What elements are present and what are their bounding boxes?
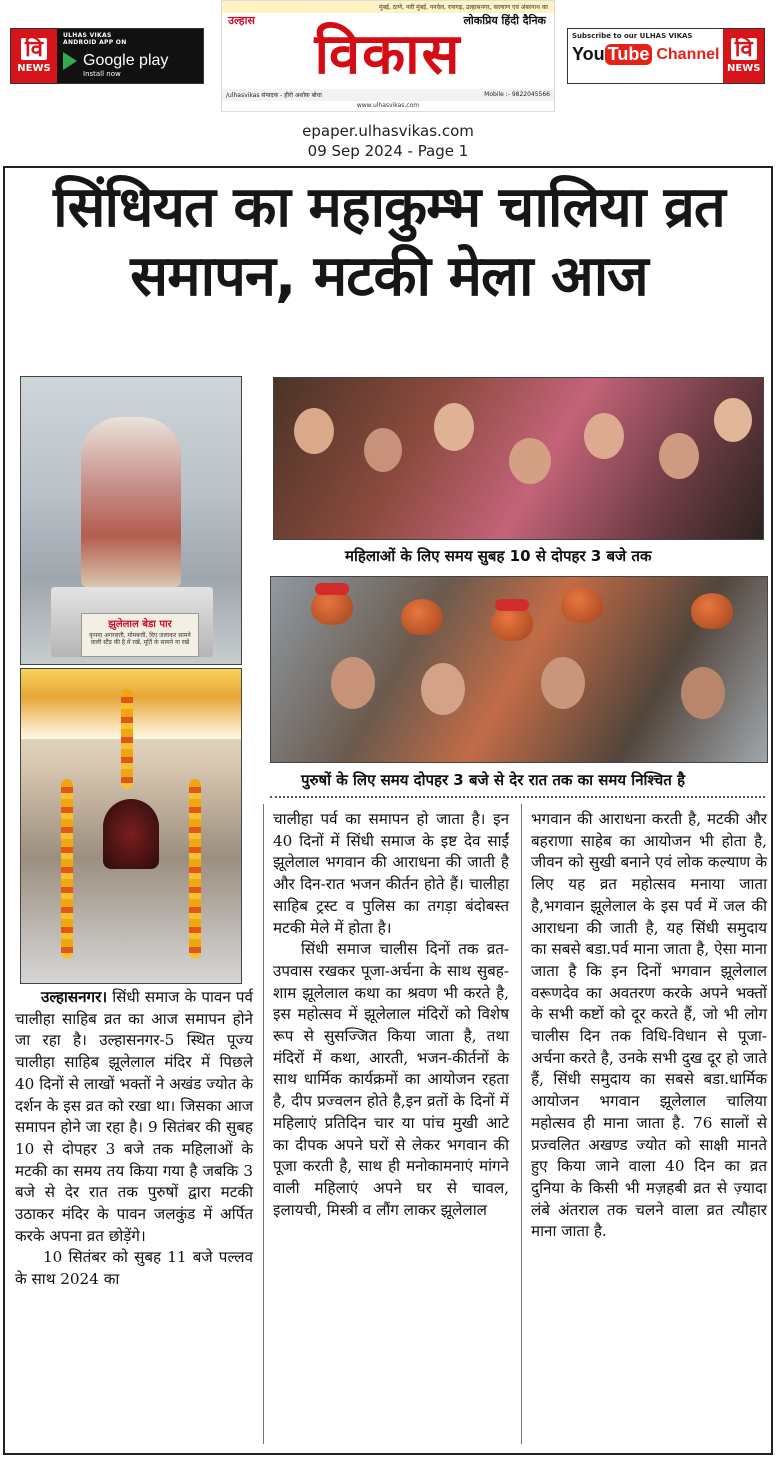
dateline: उल्हासनगर। <box>41 988 108 1006</box>
jhulelal-idol <box>81 417 181 587</box>
social-handle: /ulhasvikas संपादक - हीरो अशोक बोधा <box>226 92 322 99</box>
ulhas-vikas-news-logo-right: वि NEWS <box>723 29 764 83</box>
marigold-garland-top <box>121 689 133 789</box>
google-play-icon <box>63 52 77 70</box>
youtube-logo-row <box>572 44 719 65</box>
subscribe-text: Subscribe to our ULHAS VIKAS <box>572 32 693 40</box>
caption-women-timing: महिलाओं के लिए समय सुबह 10 से दोपहर 3 बजे तक <box>345 547 652 565</box>
face <box>659 433 699 479</box>
caption-divider <box>270 796 765 798</box>
article-paragraph: 10 सितंबर को सुबह 11 बजे पल्लव के साथ 2024 का <box>15 1248 253 1289</box>
matki-pot <box>401 599 443 635</box>
caption-men-timing: पुरुषों के लिए समय दोपहर 3 बजे से देर रात तक का समय निश्चित है <box>301 771 686 789</box>
install-text: Install now <box>83 70 121 78</box>
marigold-garland-right <box>189 779 201 959</box>
face <box>421 663 465 715</box>
masthead <box>0 0 776 118</box>
edition-meta <box>0 121 776 161</box>
youtube-channel-badge[interactable] <box>567 28 765 84</box>
altar-idol <box>103 799 159 869</box>
column-rule-1 <box>263 804 264 1444</box>
article-paragraph: भगवान की आराधना करती है, मटकी और बहराणा साहेब का आयोजन भी होता है, जीवन को सुखी बनाने एवं लोक कल्याण के लिए यह व्रत महोत्सव मनाया जाता है,भगवान झूलेलाल के इस पर्व में जल की आराधना की जाती है, यह सिंधी समुदाय का सबसे बडा.पर्व माना जाता है, ऐसा माना जाता है कि इन दिनों भगवान झूलेलाल वरूणदेव का अवतरण करके अपने भक्तों के सभी कष्टों को दूर करते हैं, जो भी लोग चालीस दिन तक विधि-विधान से पूजा-अर्चना करते है, उनके सभी दुख दूर हो जाते हैं, सिंधी समुदाय का सबसे बडा.धार्मिक आयोजन भगवान झूलेलाल चालिया महोत्सव ही माना जाता है. 76 सालों से प्रज्वलित अखण्ड ज्योत को साक्षी मानते हुए किया जाने वाला 40 दिन का व्रत दुनिया के किसी भी मज़हबी व्रत से ज़्यादा लंबे अंतराल तक चलने वाला व्रत त्यौहार माना जाता है. <box>531 810 767 1241</box>
newspaper-nameplate[interactable] <box>221 0 555 112</box>
nameplate-tagline: लोकप्रिय हिंदी दैनिक <box>463 14 546 27</box>
epaper-site[interactable]: epaper.ulhasvikas.com <box>302 122 474 140</box>
face <box>681 667 725 719</box>
youtube-block <box>568 29 723 83</box>
website-link[interactable]: www.ulhasvikas.com <box>356 102 420 109</box>
article-column-3 <box>531 809 767 1243</box>
shrine-sign-title: झुलेलाल बेडा पार <box>108 619 172 630</box>
women-devotees-photo <box>273 377 764 540</box>
store-row <box>63 52 197 70</box>
face <box>294 408 334 454</box>
article-frame <box>3 166 773 1455</box>
youtube-logo-you: You <box>572 44 605 64</box>
face <box>434 403 474 451</box>
matki-pot <box>691 593 733 629</box>
face <box>364 428 402 472</box>
article-headline: सिंधियत का महाकुम्भ चालिया व्रत समापन, मटकी मेला आज <box>53 175 725 309</box>
decorated-altar-photo <box>20 668 242 984</box>
store-name: Google play <box>83 52 169 69</box>
ulhas-vikas-news-logo: वि NEWS <box>11 29 57 83</box>
article-paragraph: सिंधी समाज चालीस दिनों तक व्रत-उपवास रखकर पूजा-अर्चना के साथ सुबह-शाम झूलेलाल कथा का श्रवण भी करते है, इस महोत्सव में झूलेलाल मंदिरों को विशेष रूप से सुसज्जित किया जाता है, तथा मंदिरों में कथा, आरती, भजन-कीर्तनों के साथ धार्मिक कार्यक्रमों का आयोजन रहता है, दीप प्रज्वलन होते है,इन व्रतों के दिनों में महिलाएं प्रतिदिन चार या पांच मुखी आटे का दीपक अपने घरों से लेकर भगवान की पूजा करती है, साथ ही मनोकामनाएं मांगने वाली महिलाएं अपने घर से चावल, इलायची, मिस्त्री व लौंग लाकर झूलेलाल <box>273 940 509 1219</box>
badge-brand-small: ULHAS VIKAS <box>63 32 112 39</box>
youtube-logo-tube: Tube <box>605 44 653 65</box>
face <box>541 657 585 709</box>
red-cloth-cap <box>315 583 349 595</box>
men-carrying-matki-photo <box>270 576 768 763</box>
marigold-garland-left <box>61 779 73 959</box>
mobile-number: Mobile :- 9822045566 <box>484 91 550 98</box>
column-rule-2 <box>521 804 522 1444</box>
contact-bar <box>222 89 554 101</box>
face <box>509 438 551 484</box>
nameplate-title: विकास <box>314 22 462 87</box>
face <box>714 398 752 442</box>
article-paragraph: चालीहा पर्व का समापन हो जाता है। इन 40 दिनों में सिंधी समाज के इष्ट देव साईं झूलेलाल भगवान की आराधना की जाती है और दिन-रात भजन कीर्तन होते हैं। चालीहा साहिब ट्रस्ट व पुलिस का तगड़ा बंदोबस्त मटकी मेले में होता है। <box>273 810 509 937</box>
nameplate-prefix: उल्हास <box>228 14 255 27</box>
google-play-block <box>57 29 203 83</box>
face <box>331 657 375 709</box>
article-column-1 <box>15 987 253 1291</box>
cities-strip: मुंबई, ठाणे, नवी मुंबई, पनवेल, रायगढ़, उल्हासनगर, कल्याण एवं अंबरनाथ का <box>222 1 554 13</box>
shrine-photo <box>20 376 242 665</box>
android-text: ANDROID APP ON <box>63 39 127 46</box>
google-play-badge[interactable] <box>10 28 204 84</box>
shrine-sign-text: कृपया अगरबत्ती, मोमबत्ती, दिए जलाकर सामने वाली स्टैंड की है में रखें, मूर्ति के सामने ना रखें <box>89 632 191 646</box>
shrine-sign <box>81 613 199 657</box>
channel-word: Channel <box>656 45 720 63</box>
edition-date-page: 09 Sep 2024 - Page 1 <box>307 142 469 160</box>
article-paragraph: उल्हासनगर। सिंधी समाज के पावन पर्व चालीहा साहिब व्रत का आज समापन होने जा रहा है। उल्हासनगर-5 स्थित पूज्य चालीहा साहिब झूलेलाल मंदिर में पिछले 40 दिनों से लाखों भक्तों ने अखंड ज्योत के दर्शन के इस व्रत को रखा था। जिसका आज समापन होने जा रहा है। 9 सितंबर की सुबह 10 से दोपहर 3 बजे तक महिलाओं के मटकी का समय तय किया गया है जबकि 3 बजे से देर रात तक पुरुषों द्वारा मटकी उठाकर मंदिर के पावन जलकुंड में अर्पित करके अपना व्रत छोड़ेंगे। <box>15 988 253 1245</box>
matki-pot <box>561 587 603 623</box>
face <box>584 413 624 459</box>
article-column-2 <box>273 809 509 1221</box>
red-cloth-cap <box>495 599 529 611</box>
